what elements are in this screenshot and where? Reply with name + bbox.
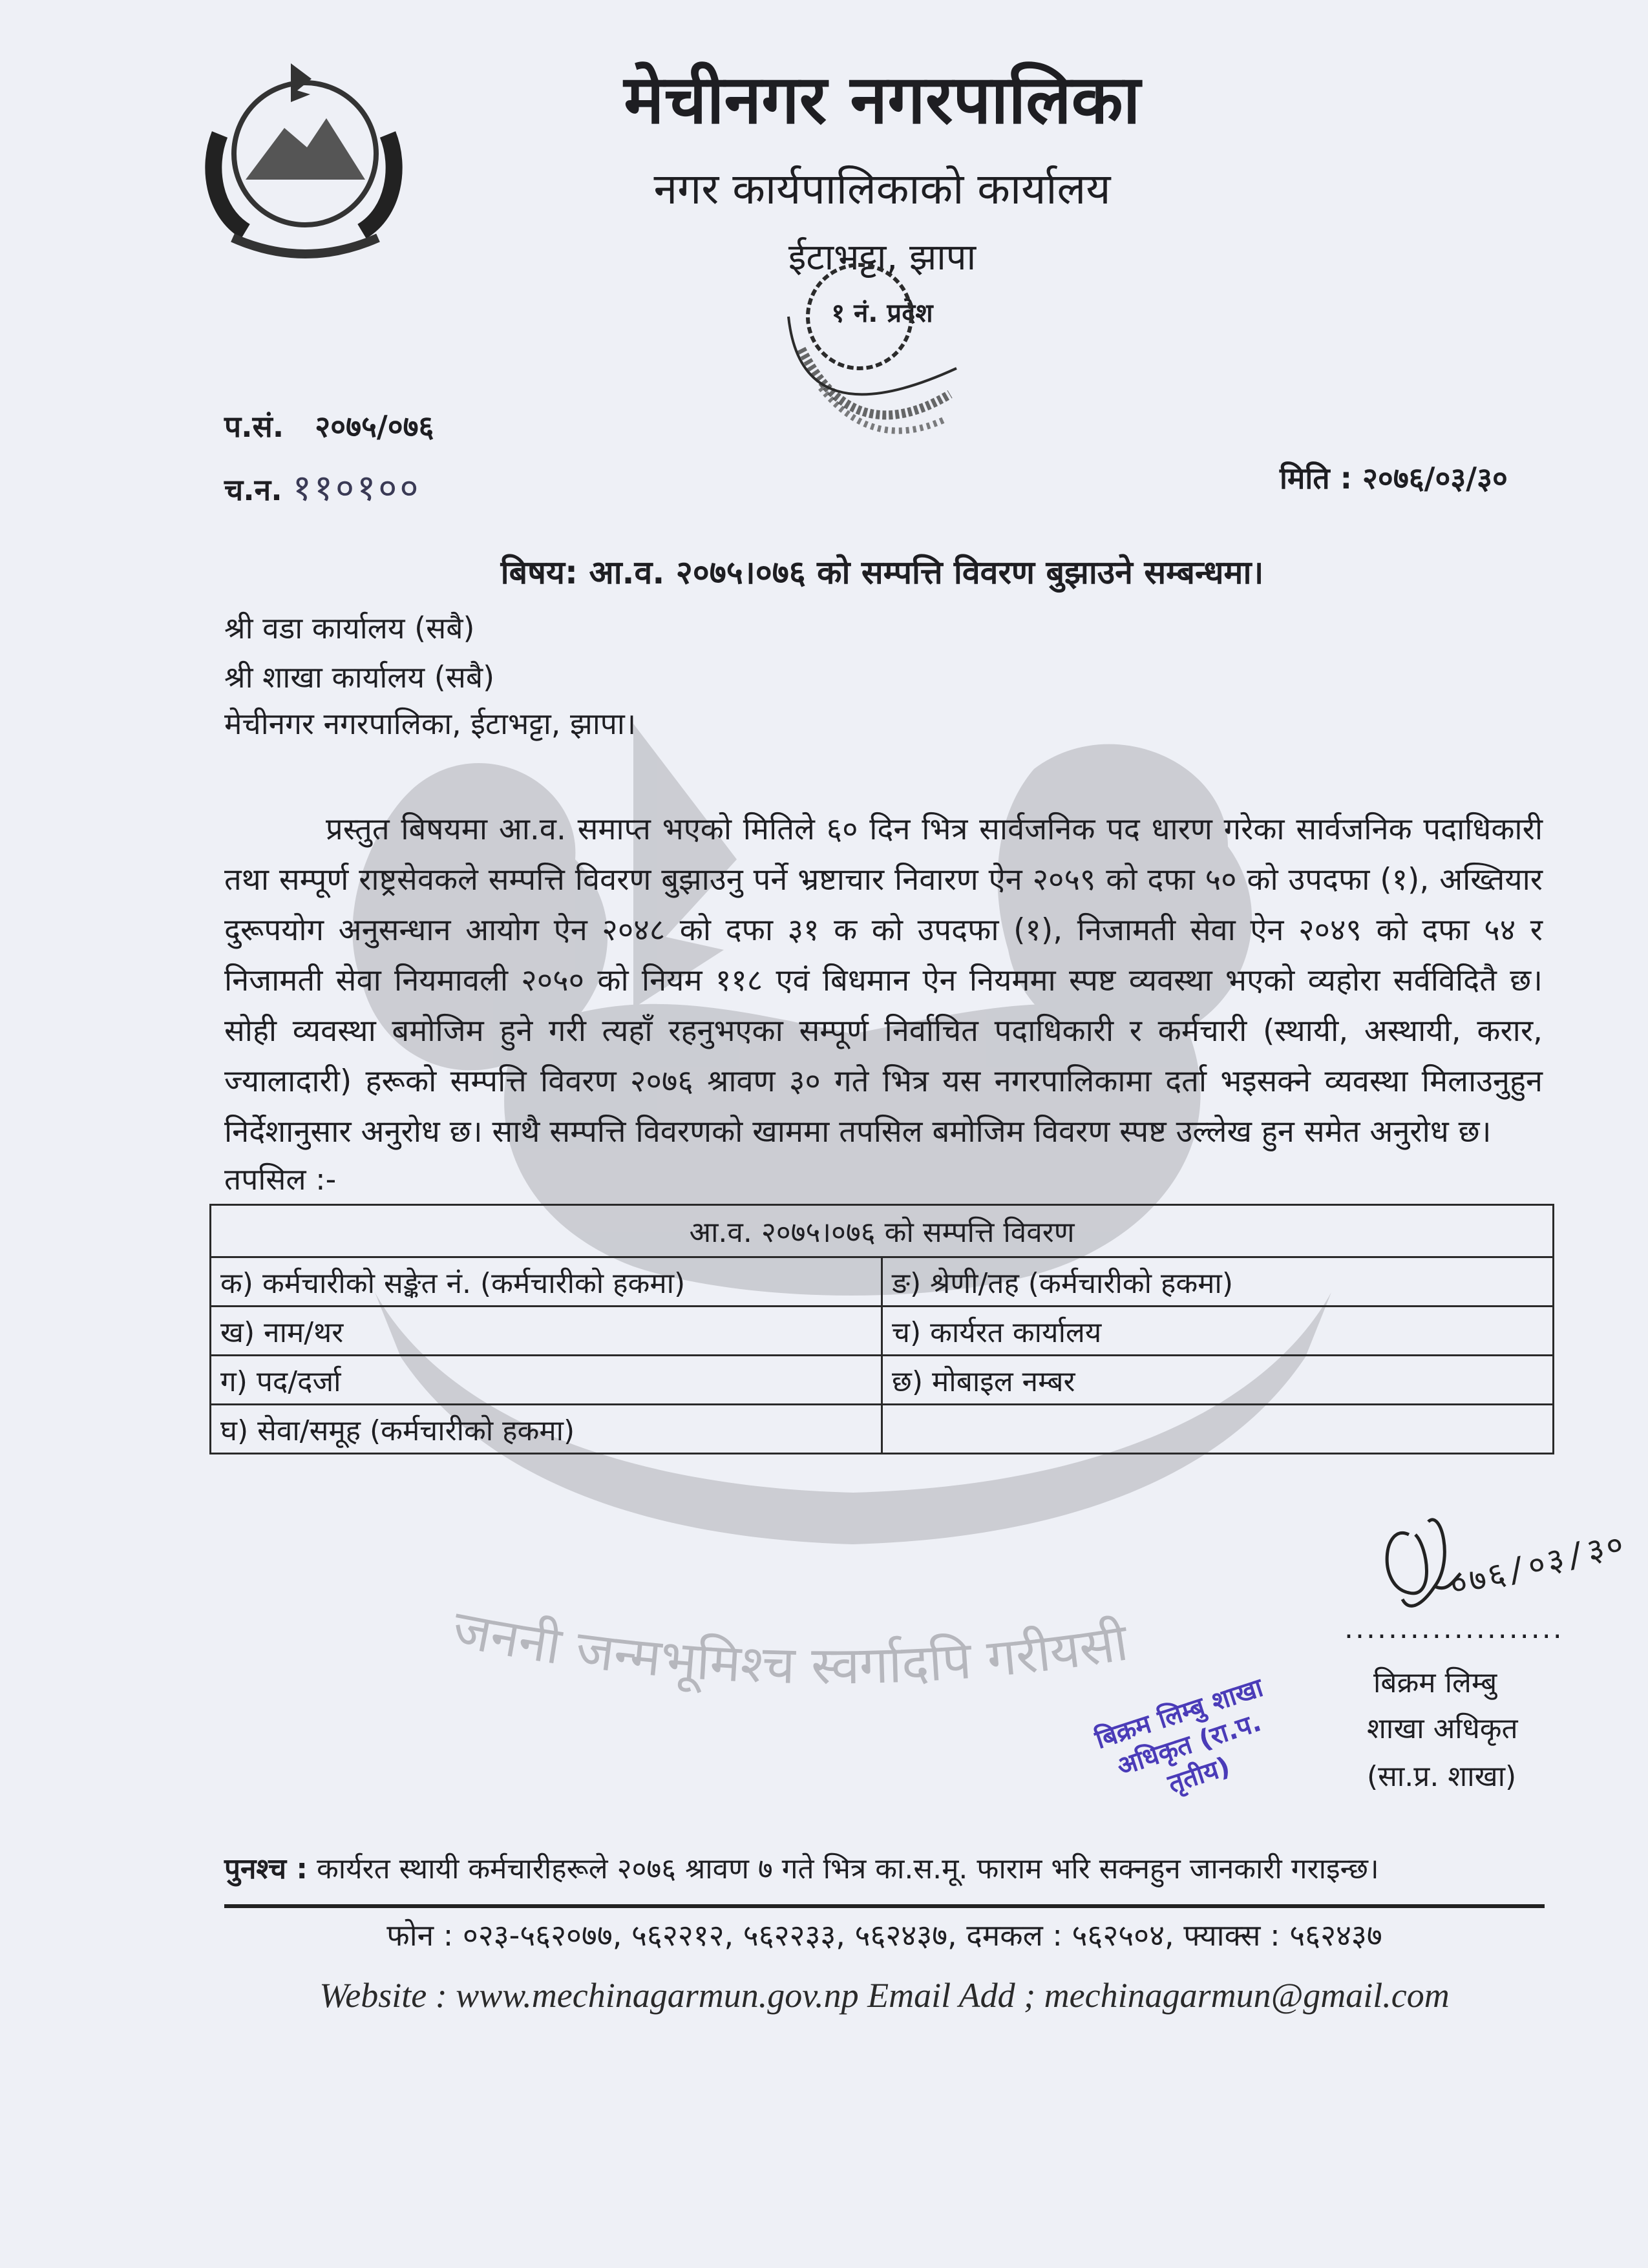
- signatory-section: (सा.प्र. शाखा): [1367, 1760, 1517, 1793]
- patra-sankhya-label: प.सं.: [224, 409, 284, 444]
- addressee: श्री शाखा कार्यालय (सबै): [224, 660, 495, 695]
- org-name: मेचीनगर नगरपालिका: [624, 60, 1141, 139]
- table-cell: ङ) श्रेणी/तह (कर्मचारीको हकमा): [882, 1257, 1554, 1307]
- chalani-label: च.न.: [224, 472, 282, 507]
- footer-phone: फोन : ०२३-५६२०७७, ५६२२१२, ५६२२३३, ५६२४३७, दमकल : ५६२५०४, फ्याक्स : ५६२४३७: [386, 1918, 1382, 1953]
- table-row: [211, 1405, 1554, 1454]
- subject-line: बिषय: आ.व. २०७५।०७६ को सम्पत्ति विवरण बुझाउने सम्बन्धमा।: [500, 554, 1264, 591]
- postscript: [224, 1851, 1545, 1887]
- chalani-number: [224, 462, 421, 511]
- officer-rubber-stamp: बिक्रम लिम्बु शाखा अधिकृत (रा.प. तृतीय): [1092, 1672, 1267, 1800]
- addressee: मेचीनगर नगरपालिका, ईटाभट्टा, झापा।: [224, 706, 637, 741]
- signature-date: ०७६/०३/३०: [1446, 1524, 1630, 1604]
- table-cell: ख) नाम/थर: [211, 1307, 882, 1356]
- table-header-row: [211, 1205, 1554, 1257]
- table-row: [211, 1356, 1554, 1405]
- addressee: श्री वडा कार्यालय (सबै): [224, 611, 475, 646]
- patra-sankhya: [224, 406, 434, 446]
- table-row: [211, 1307, 1554, 1356]
- letter-main-section: [220, 804, 1543, 1454]
- office-name: नगर कार्यपालिकाको कार्यालय: [653, 164, 1111, 214]
- watermark-motto: जननी जन्मभूमिश्च स्वर्गादपि गरीयसी: [448, 1598, 1132, 1696]
- signature-dots: ....................: [1344, 1612, 1564, 1645]
- patra-sankhya-value: २०७५/०७६: [315, 409, 434, 444]
- body-paragraph: प्रस्तुत बिषयमा आ.व. समाप्त भएको मितिले ६० दिन भित्र सार्वजनिक पद धारण गरेका सार्वजनिक पदाधिकारी तथा सम्पूर्ण राष्ट्रसेवकले सम्पत्ति विवरण बुझाउनु पर्ने भ्रष्टाचार निवारण ऐन २०५९ को दफा ५० को उपदफा (१), अख्तियार दुरूपयोग अनुसन्धान आयोग ऐन २०४८ को दफा ३१ क को उपदफा (१), निजामती सेवा ऐन २०४९ को दफा ५४ र निजामती सेवा नियमावली २०५० को नियम ११८ एवं बिधमान ऐन नियममा स्पष्ट व्यवस्था भएको व्यहोरा सर्वविदितै छ। सोही व्यवस्था बमोजिम हुने गरी त्यहाँ रहनुभएका सम्पूर्ण निर्वाचित पदाधिकारी र कर्मचारी (स्थायी, अस्थायी, करार, ज्यालादारी) हरूको सम्पत्ति विवरण २०७६ श्रावण ३० गते भित्र यस नगरपालिकामा दर्ता भइसक्ने व्यवस्था मिलाउनुहुन निर्देशानुसार अनुरोध छ। साथै सम्पत्ति विवरणको खाममा तपसिल बमोजिम विवरण स्पष्ट उल्लेख हुन समेत अनुरोध छ।: [224, 812, 1543, 1150]
- date-label: मिति :: [1280, 461, 1352, 496]
- signatory-designation: शाखा अधिकृत: [1367, 1712, 1518, 1745]
- chalani-handwritten-value: ११०१००: [292, 467, 421, 509]
- table-cell: ग) पद/दर्जा: [211, 1356, 882, 1405]
- signatory-name: बिक्रम लिम्बु: [1373, 1666, 1497, 1699]
- postscript-text: कार्यरत स्थायी कर्मचारीहरूले २०७६ श्रावण ७ गते भित्र का.स.मू. फाराम भरि सक्नहुन जानकारी गराइन्छ।: [316, 1853, 1379, 1885]
- footer-divider: [224, 1904, 1545, 1908]
- footer-website-email: Website : www.mechinagarmun.gov.np Email Add ; mechinagarmun@gmail.com: [319, 1976, 1450, 2015]
- office-location: ईटाभट्टा, झापा: [788, 236, 977, 278]
- table-cell: छ) मोबाइल नम्बर: [882, 1356, 1554, 1405]
- table-cell: क) कर्मचारीको सङ्केत नं. (कर्मचारीको हकमा): [211, 1257, 882, 1307]
- table-row: [211, 1257, 1554, 1307]
- table-cell: घ) सेवा/समूह (कर्मचारीको हकमा): [211, 1405, 882, 1454]
- postscript-label: पुनश्च :: [224, 1853, 308, 1885]
- table-title: आ.व. २०७५।०७६ को सम्पत्ति विवरण: [211, 1205, 1554, 1257]
- date-value: २०७६/०३/३०: [1362, 461, 1508, 496]
- asset-details-table: [209, 1204, 1554, 1454]
- province: १ नं. प्रदेश: [831, 299, 933, 328]
- footer-section: [224, 1851, 1545, 2015]
- letter-date: [1280, 457, 1508, 498]
- table-cell: [882, 1405, 1554, 1454]
- office-seal-stamp: [763, 258, 995, 465]
- table-cell: च) कार्यरत कार्यालय: [882, 1307, 1554, 1356]
- tapasil-label: तपसिल :-: [224, 1162, 337, 1197]
